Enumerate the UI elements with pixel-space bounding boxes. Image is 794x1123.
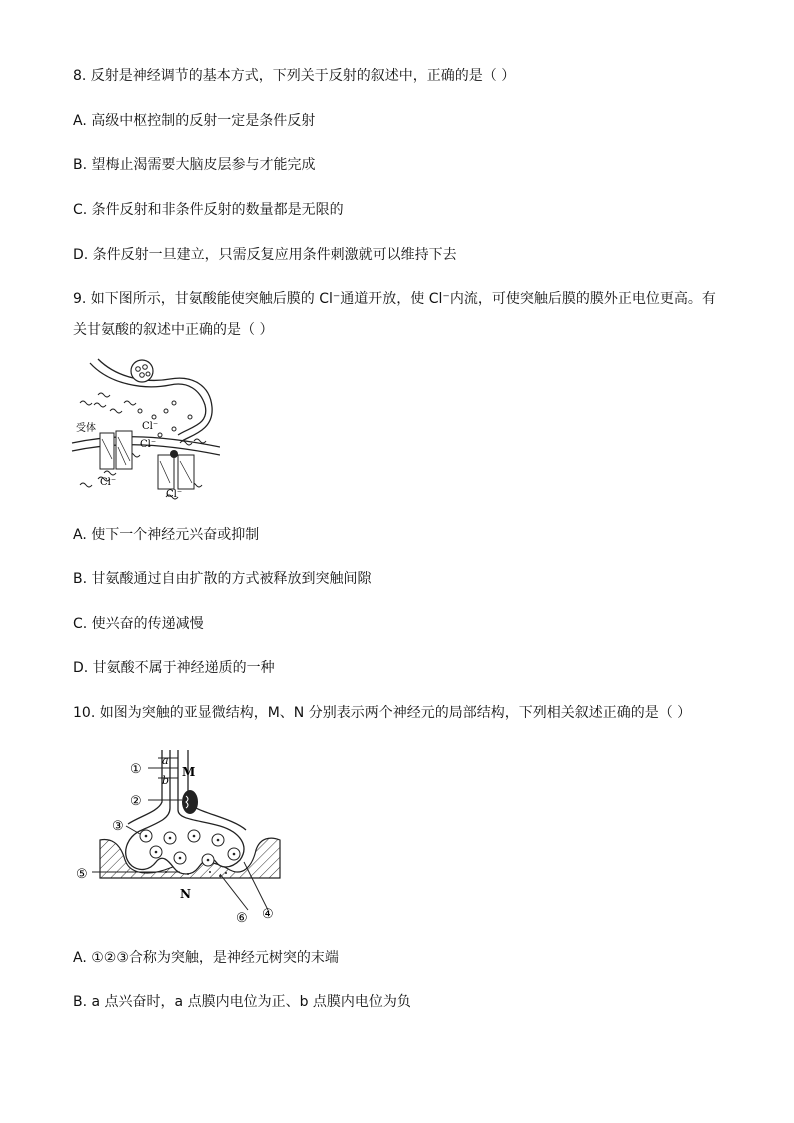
q9-label-cl-3: Cl⁻ — [100, 477, 117, 488]
q10-label-M: M — [182, 765, 196, 779]
q8-stem: 8. 反射是神经调节的基本方式，下列关于反射的叙述中，正确的是（ ） — [73, 68, 516, 84]
q10-synapse-figure — [70, 750, 290, 925]
q10-option-b: B. a 点兴奋时，a 点膜内电位为正、b 点膜内电位为负 — [73, 994, 411, 1010]
q10-label-1: ① — [130, 762, 142, 777]
q9-label-cl-2: Cl⁻ — [140, 439, 157, 450]
q8-option-a: A. 高级中枢控制的反射一定是条件反射 — [73, 113, 316, 129]
q9-synapse-figure — [70, 355, 220, 503]
q9-option-b: B. 甘氨酸通过自由扩散的方式被释放到突触间隙 — [73, 571, 372, 587]
q9-stem-line2: 关甘氨酸的叙述中正确的是（ ） — [73, 322, 274, 338]
q9-option-d: D. 甘氨酸不属于神经递质的一种 — [73, 660, 275, 676]
q9-option-c: C. 使兴奋的传递减慢 — [73, 616, 204, 632]
q8-option-b: B. 望梅止渴需要大脑皮层参与才能完成 — [73, 157, 316, 173]
q8-option-d: D. 条件反射一旦建立，只需反复应用条件刺激就可以维持下去 — [73, 247, 457, 263]
q10-label-b: b — [162, 774, 170, 787]
q10-label-N: N — [180, 887, 191, 901]
q9-label-receptor: 受体 — [76, 423, 96, 434]
q10-option-a: A. ①②③合称为突触，是神经元树突的末端 — [73, 950, 339, 966]
q10-label-4: ④ — [262, 907, 274, 922]
q10-label-6: ⑥ — [236, 911, 248, 925]
q10-label-3: ③ — [112, 819, 124, 834]
q10-label-2: ② — [130, 794, 142, 809]
q9-label-cl-1: Cl⁻ — [142, 421, 159, 432]
q9-label-cl-4: Cl⁻ — [166, 489, 183, 500]
q10-stem: 10. 如图为突触的亚显微结构，M、N 分别表示两个神经元的局部结构，下列相关叙述正确的是（ ） — [73, 705, 692, 721]
q9-option-a: A. 使下一个神经元兴奋或抑制 — [73, 527, 260, 543]
q8-option-c: C. 条件反射和非条件反射的数量都是无限的 — [73, 202, 344, 218]
q9-stem-line1: 9. 如下图所示，甘氨酸能使突触后膜的 Cl⁻通道开放，使 Cl⁻内流，可使突触后膜的膜外正电位更高。有 — [73, 291, 716, 307]
q10-label-5: ⑤ — [76, 867, 88, 882]
q10-label-a: a — [162, 754, 169, 767]
